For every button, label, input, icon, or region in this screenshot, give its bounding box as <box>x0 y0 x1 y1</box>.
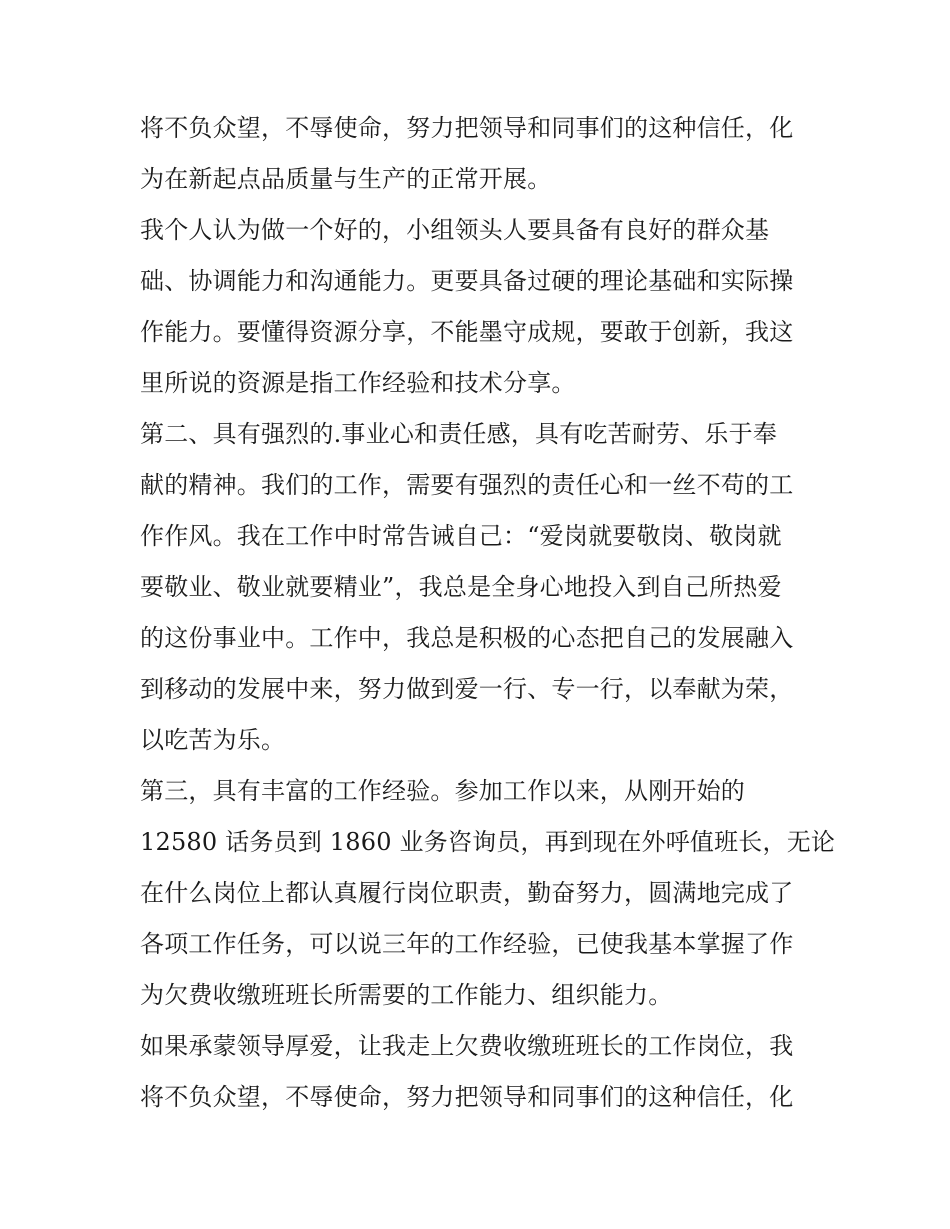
text-line: 第二、具有强烈的.事业心和责任感，具有吃苦耐劳、乐于奉 <box>140 420 778 448</box>
text-line: 为欠费收缴班班长所需要的工作能力、组织能力。 <box>140 981 673 1009</box>
text-line: 将不负众望，不辱使命，努力把领导和同事们的这种信任，化 <box>140 1083 794 1111</box>
text-line: 作作风。我在工作中时常告诫自己：“爱岗就要敬岗、敬岗就 <box>140 522 782 550</box>
text-line: 第三，具有丰富的工作经验。参加工作以来，从刚开始的 <box>140 777 745 805</box>
text-line: 到移动的发展中来，努力做到爱一行、专一行，以奉献为荣， <box>140 675 794 703</box>
text-line: 12580 话务员到 1860 业务咨询员，再到现在外呼值班长，无论 <box>140 828 836 856</box>
text-line: 各项工作任务，可以说三年的工作经验，已使我基本掌握了作 <box>140 930 794 958</box>
text-line: 的这份事业中。工作中，我总是积极的心态把自己的发展融入 <box>140 624 794 652</box>
text-line: 作能力。要懂得资源分享，不能墨守成规，要敢于创新，我这 <box>140 318 794 346</box>
text-line: 础、协调能力和沟通能力。更要具备过硬的理论基础和实际操 <box>140 267 794 295</box>
text-line: 要敬业、敬业就要精业”，我总是全身心地投入到自己所热爱 <box>140 573 782 601</box>
text-line: 以吃苦为乐。 <box>140 726 286 754</box>
text-line: 在什么岗位上都认真履行岗位职责，勤奋努力，圆满地完成了 <box>140 879 794 907</box>
text-line: 里所说的资源是指工作经验和技术分享。 <box>140 369 576 397</box>
text-line: 献的精神。我们的工作，需要有强烈的责任心和一丝不苟的工 <box>140 471 794 499</box>
text-line: 如果承蒙领导厚爱，让我走上欠费收缴班班长的工作岗位，我 <box>140 1032 794 1060</box>
text-line: 为在新起点品质量与生产的正常开展。 <box>140 165 552 193</box>
text-line: 将不负众望，不辱使命，努力把领导和同事们的这种信任，化 <box>140 114 794 142</box>
text-line: 我个人认为做一个好的，小组领头人要具备有良好的群众基 <box>140 216 770 244</box>
